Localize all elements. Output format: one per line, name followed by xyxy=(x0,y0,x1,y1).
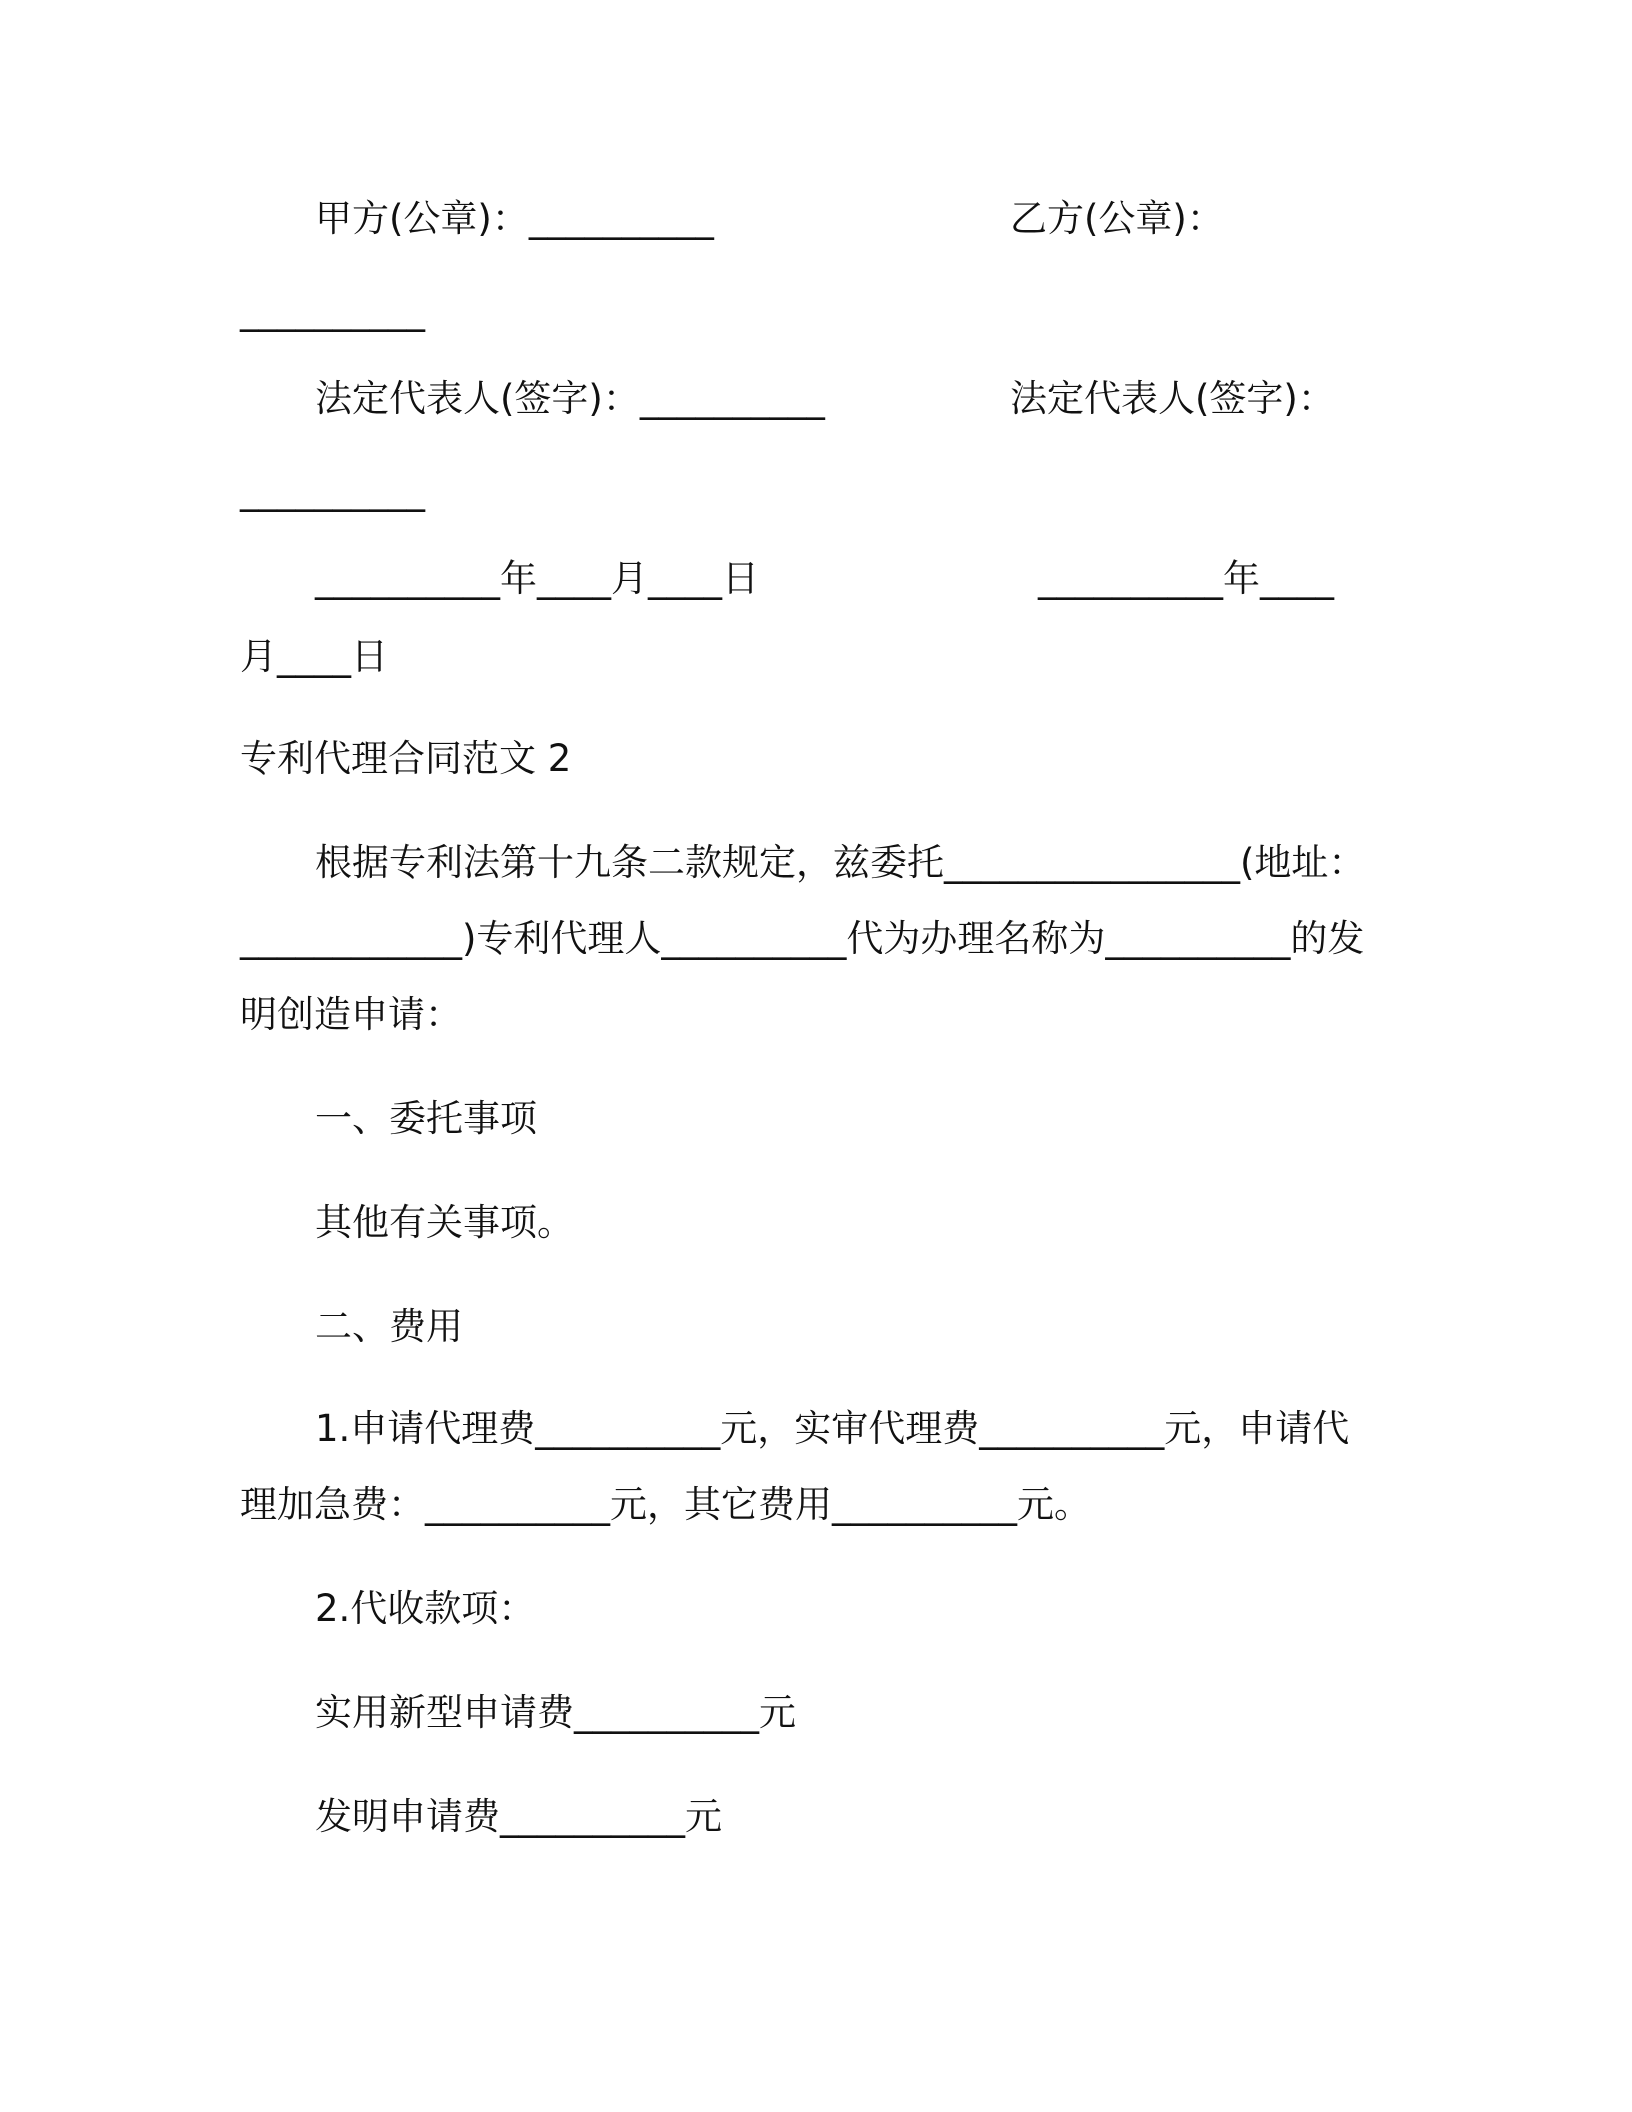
heading-entrusted-matters: 一、委托事项 xyxy=(315,1097,537,1140)
heading-fees: 二、费用 xyxy=(315,1305,463,1348)
paragraph-line: 根据专利法第十九条二款规定，兹委托________________(地址： xyxy=(315,841,1366,884)
paragraph-line: 实用新型申请费__________元 xyxy=(315,1691,796,1734)
party-b-seal-blank: __________ xyxy=(240,289,425,332)
paragraph-line: 明创造申请： xyxy=(240,993,462,1036)
paragraph-line: 2.代收款项： xyxy=(315,1587,536,1630)
party-b-representative-line: 法定代表人(签字)： xyxy=(1010,377,1335,420)
paragraph-line: 发明申请费__________元 xyxy=(315,1795,722,1838)
paragraph-line: 1.申请代理费__________元，实审代理费__________元，申请代 xyxy=(315,1407,1350,1450)
section-title: 专利代理合同范文 2 xyxy=(240,737,572,780)
party-a-representative-line: 法定代表人(签字)：__________ xyxy=(315,377,825,420)
paragraph-line: 其他有关事项。 xyxy=(315,1201,574,1244)
party-b-seal-line: 乙方(公章)： xyxy=(1010,197,1224,240)
party-b-date-continuation: 月____日 xyxy=(240,635,388,678)
party-b-representative-blank: __________ xyxy=(240,469,425,512)
party-a-seal-line: 甲方(公章)：__________ xyxy=(315,197,714,240)
party-a-date-line: __________年____月____日 xyxy=(315,557,759,600)
paragraph-line: 理加急费：__________元，其它费用__________元。 xyxy=(240,1483,1091,1526)
paragraph-line: ____________)专利代理人__________代为办理名称为__________的发 xyxy=(240,917,1365,960)
party-b-date-line: __________年____ xyxy=(1038,557,1334,600)
